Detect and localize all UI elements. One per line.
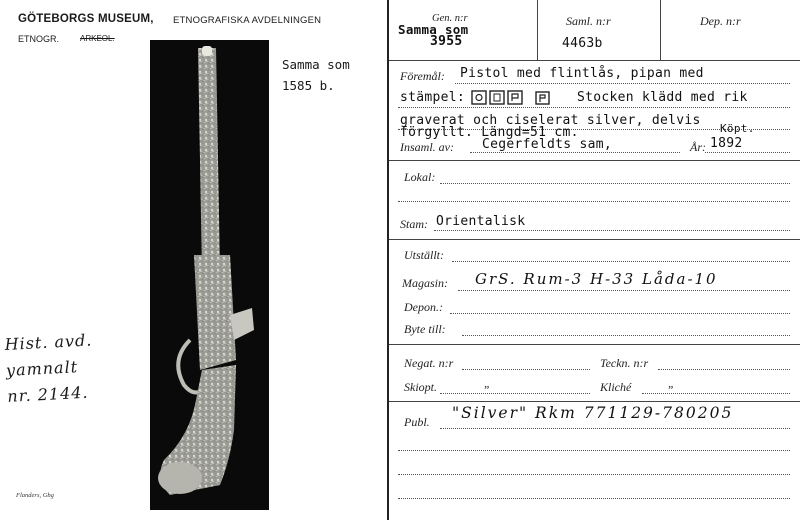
gen-nr-value: 3955 bbox=[430, 34, 463, 49]
dotted-rule bbox=[462, 335, 790, 336]
dotted-rule bbox=[458, 290, 790, 291]
etnogr-label: ETNOGR. bbox=[18, 34, 60, 44]
section-line bbox=[389, 239, 800, 240]
foremal-line-4: förgyllt. Längd=51 cm. bbox=[400, 125, 579, 140]
kopt-note: Köpt. bbox=[720, 122, 755, 135]
dotted-rule bbox=[440, 183, 790, 184]
museum-name: GÖTEBORGS MUSEUM, bbox=[18, 13, 154, 25]
skiopt-label: Skiopt. bbox=[404, 380, 437, 394]
publ-value: "Silver" Rkm 771129-780205 bbox=[452, 404, 734, 422]
stamp-marks-icon bbox=[470, 88, 560, 108]
byte-till-label: Byte till: bbox=[404, 322, 446, 336]
dep-nr-label: Dep. n:r bbox=[700, 14, 741, 28]
ar-label: År: bbox=[690, 140, 706, 154]
magasin-label: Magasin: bbox=[402, 276, 448, 290]
dotted-rule bbox=[440, 393, 590, 394]
lokal-label: Lokal: bbox=[404, 170, 436, 184]
dotted-rule bbox=[398, 201, 790, 202]
dotted-rule bbox=[658, 369, 790, 370]
dotted-rule bbox=[398, 450, 790, 451]
dotted-rule bbox=[470, 152, 680, 153]
section-line bbox=[389, 401, 800, 402]
header-col-divider bbox=[537, 0, 538, 60]
section-line bbox=[389, 344, 800, 345]
dotted-rule bbox=[705, 152, 790, 153]
insaml-label: Insaml. av: bbox=[400, 140, 454, 154]
insaml-value: Cegerfeldts sam, bbox=[482, 137, 613, 152]
header-bottom-line bbox=[389, 60, 800, 61]
pistol-image bbox=[150, 40, 269, 510]
dotted-rule bbox=[455, 83, 790, 84]
dotted-rule bbox=[452, 261, 790, 262]
depon-label: Depon.: bbox=[404, 300, 443, 314]
magasin-value: GrS. Rum-3 H-33 Låda-10 bbox=[475, 270, 718, 288]
teckn-nr-label: Teckn. n:r bbox=[600, 356, 649, 370]
negat-nr-label: Negat. n:r bbox=[404, 356, 454, 370]
photo-credit: Flanders, Gbg bbox=[16, 492, 54, 499]
gen-nr-label: Gen. n:r bbox=[432, 13, 468, 24]
header-col-divider bbox=[660, 0, 661, 60]
pistol-photo bbox=[150, 40, 269, 510]
kliche-label: Kliché bbox=[600, 380, 632, 394]
foremal-line-3: graverat och ciselerat silver, delvis bbox=[400, 113, 701, 128]
dotted-rule bbox=[398, 107, 790, 108]
foremal-line-1: Pistol med flintlås, pipan med bbox=[460, 66, 704, 81]
foremal-line-2b: Stocken klädd med rik bbox=[577, 90, 748, 105]
stam-label: Stam: bbox=[400, 217, 428, 231]
dotted-rule bbox=[642, 393, 790, 394]
dotted-rule bbox=[398, 498, 790, 499]
foremal-label: Föremål: bbox=[400, 69, 445, 83]
department-name: ETNOGRAFISKA AVDELNINGEN bbox=[173, 15, 322, 26]
publ-label: Publ. bbox=[404, 415, 430, 429]
historical-note: Hist. avd. yamnalt nr. 2144. bbox=[4, 330, 93, 406]
skiopt-value: „ bbox=[484, 376, 491, 390]
foremal-line-2a: stämpel: bbox=[400, 90, 466, 105]
saml-nr-value: 4463b bbox=[562, 36, 603, 51]
dotted-rule bbox=[450, 313, 790, 314]
gen-nr-stamp: Samma som bbox=[398, 22, 469, 37]
dotted-rule bbox=[434, 230, 790, 231]
section-line bbox=[389, 160, 800, 161]
card-divider bbox=[387, 0, 389, 520]
kliche-value: „ bbox=[668, 376, 675, 390]
stam-value: Orientalisk bbox=[436, 214, 526, 229]
same-as-note: Samma som 1585 b. bbox=[282, 57, 350, 93]
dotted-rule bbox=[440, 428, 790, 429]
utstallt-label: Utställt: bbox=[404, 248, 445, 262]
dotted-rule bbox=[462, 369, 590, 370]
saml-nr-label: Saml. n:r bbox=[566, 14, 611, 28]
dotted-rule bbox=[398, 474, 790, 475]
arkeol-label: ARKEOL. bbox=[80, 34, 115, 43]
ar-value: 1892 bbox=[710, 136, 743, 151]
